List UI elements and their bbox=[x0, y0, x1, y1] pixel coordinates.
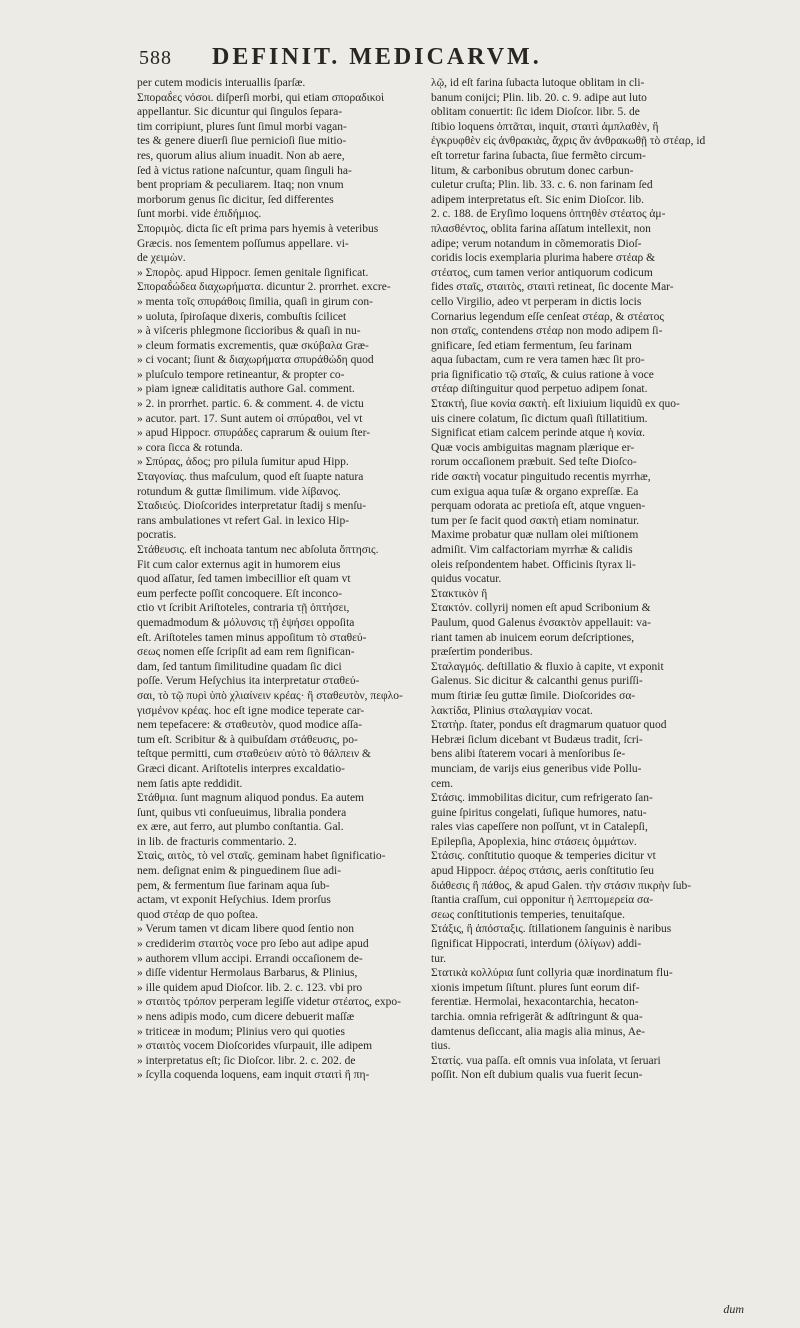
text-line: Cornarius legendum eſſe cenſeat στέαρ, & στέατος bbox=[431, 310, 664, 323]
text-line: » σταιτὸς vocem Dioſcorides vſurpauit, ille adipem bbox=[137, 1040, 373, 1053]
text-line: cem. bbox=[431, 777, 454, 790]
text-line: bens alibi ſtaterem vocari à menſoribus ſe- bbox=[431, 748, 626, 761]
catchword: dum bbox=[723, 1302, 744, 1316]
text-line: Græcis. nos ſementem poſſumus appellare. vi- bbox=[137, 237, 349, 250]
text-line: σαι, τὸ τῷ πυρὶ ὑπὸ χλιαίνειν κρέας· ἢ σταθευτὸν, πεφλο- bbox=[137, 689, 403, 702]
text-line: ſignificat Hippocrati, interdum (ὀλίγων) addi- bbox=[431, 938, 642, 951]
text-line: ſed à victus ratione naſcuntur, quam ſinguli ha- bbox=[137, 164, 352, 177]
text-line: ſunt, quibus vti conſueuimus, libralia pondera bbox=[137, 806, 347, 819]
text-line: » nens adipis modo, cum dicere debuerit maſſæ bbox=[137, 1011, 355, 1023]
text-line: ſtibio loquens ὀπτᾶται, inquit, σταιτὶ ἀμπλαθὲν, ἢ bbox=[431, 120, 659, 133]
text-line: λῷ, id eſt farina ſubacta lutoque oblitam in cli- bbox=[431, 77, 645, 89]
text-line: tur. bbox=[431, 952, 447, 965]
text-line: 2. c. 188. de Eryſimo loquens ὀπτηθὲν στέατος ἀμ- bbox=[431, 208, 666, 221]
text-line: quod στέαρ de quo poſtea. bbox=[137, 908, 258, 921]
text-line: tum eſt. Scribitur & à quibuſdam στάθευσις, po- bbox=[137, 733, 358, 746]
text-line: rales vias capeſſere non poſſunt, vt in Catalepſi, bbox=[431, 821, 648, 834]
text-line: de χειμὼν. bbox=[137, 252, 186, 265]
left-column bbox=[137, 76, 411, 1083]
text-line: tes & genere diuerſi ſiue pernicioſi ſiue mitio- bbox=[137, 135, 347, 148]
text-line: Στάσις. conſtitutio quoque & temperies dicitur vt bbox=[431, 850, 656, 863]
text-line: Fit cum calor externus agit in humorem eius bbox=[137, 558, 341, 571]
text-line: Epilepſia, Apoplexia, hinc στάσεις ὀμμάτων. bbox=[431, 835, 637, 848]
text-line: culetur cruſta; Plin. lib. 33. c. 6. non farinam ſed bbox=[431, 179, 653, 192]
text-line: » à viſceris phlegmone ſiccioribus & quaſi in nu- bbox=[137, 325, 361, 338]
text-line: ferentiæ. Hermolai, hexacontarchia, hecaton- bbox=[431, 996, 639, 1009]
text-line: » interpretatus eſt; ſic Dioſcor. libr. 2. c. 202. de bbox=[137, 1054, 356, 1067]
text-line: aqua ſubactam, cum re vera tamen hæc ſit pro- bbox=[431, 354, 645, 367]
text-line: appellantur. Sic dicuntur qui ſingulos ſepara- bbox=[137, 106, 343, 119]
text-line: » ci vocant; ſiunt & διαχωρήματα σπυράθώδη quod bbox=[137, 354, 374, 367]
text-line: » uoluta, ſpiroſaque dixeris, combuſtis ſcilicet bbox=[137, 310, 347, 323]
text-line: Σποραδ̀ες νόσοι. diſperſi morbi, qui etiam σποραδικοὶ bbox=[137, 91, 385, 104]
text-line: » pluſculo tempore retineantur, & propter co- bbox=[137, 368, 345, 381]
text-line: » cora ſicca & rotunda. bbox=[137, 441, 243, 454]
text-line: ſunt morbi. vide ἐπιδήμιος. bbox=[137, 208, 262, 221]
text-line: coridis locis exemplaria plurima habere στέαρ & bbox=[431, 252, 656, 265]
text-line: » menta τοῖς σπυράθοις ſimilia, quaſi in girum con- bbox=[137, 295, 373, 308]
text-line: Græci dicant. Ariſtotelis interpres excaldatio- bbox=[137, 762, 345, 775]
text-line: Σποριμὸς. dicta ſic eſt prima pars hyemis à veteribus bbox=[137, 222, 379, 235]
right-column bbox=[431, 76, 767, 1083]
text-line: tum per ſe facit quod σακτὴ etiam nominatur. bbox=[431, 514, 640, 527]
text-line: Στακτή, ſiue κονία σακτὴ. eſt lixiuium liquidũ ex quo- bbox=[431, 398, 680, 411]
text-line: poſſe. Verum Heſychius ita interpretatur σταθεύ- bbox=[137, 675, 360, 688]
text-line: rorum occaſionem præbuit. Sed teſte Dioſco- bbox=[431, 456, 637, 469]
text-line: Significat etiam calcem perinde atque ἡ κονία. bbox=[431, 427, 645, 440]
text-line: adipe; verum notandum in cõmemoratis Dioſ- bbox=[431, 237, 642, 250]
text-line: » crediderim σταιτὸς voce pro ſebo aut adipe apud bbox=[137, 938, 369, 951]
text-line: cello Virgilio, adeo vt perperam in dictis locis bbox=[431, 295, 642, 308]
text-line: » authorem vllum accipi. Errandi occaſionem de- bbox=[137, 952, 363, 965]
running-title: DEFINIT. MEDICARVM. bbox=[212, 44, 542, 70]
text-line: præſertim ponderibus. bbox=[431, 646, 533, 659]
text-line: ex ære, aut ferro, aut plumbo conſtantia. Gal. bbox=[137, 821, 344, 834]
text-line: tarchia. omnia refrigerãt & adſtringunt & qua- bbox=[431, 1011, 643, 1023]
text-line: ſtantia craſſum, cui opponitur ἡ λεπτομερεία σα- bbox=[431, 894, 654, 907]
text-line: λακτίδα, Plinius σταλαγμίαν vocat. bbox=[431, 704, 593, 717]
text-line: Στακτικὸν ἢ bbox=[431, 587, 488, 600]
text-line: riant tamen ab inuicem eorum deſcriptiones, bbox=[431, 631, 635, 644]
text-line: pem, & fermentum ſiue farinam aqua ſub- bbox=[137, 879, 330, 892]
text-line: eſt torretur farina ſubacta, ſiue fermẽto circum- bbox=[431, 149, 646, 162]
text-line: admiſit. Vim calfactoriam myrrhæ & calidis bbox=[431, 544, 633, 556]
text-line: » Verum tamen vt dicam libere quod ſentio non bbox=[137, 923, 354, 936]
text-line: » diſſe videntur Hermolaus Barbarus, & Plinius, bbox=[137, 967, 358, 980]
text-line: Galenus. Sic dicitur & calcanthi genus puriſſi- bbox=[431, 675, 643, 688]
text-line: oleis reſpondentem habet. Officinis ſtyrax li- bbox=[431, 558, 636, 571]
text-line: rotundum & guttæ ſimilimum. vide λίβανος. bbox=[137, 485, 341, 498]
text-line: στέαρ diſtinguitur quod perpetuo adipem ſonat. bbox=[431, 383, 648, 396]
page-number: 588 bbox=[139, 47, 172, 69]
text-line: » triticeæ in modum; Plinius vero qui quoties bbox=[137, 1025, 345, 1038]
text-line: pria ſignificatio τῷ σταῖς, & cuius ratione à voce bbox=[431, 368, 654, 381]
text-line: quemadmodum & μόλυνσις τῇ ἑψήσει oppoſita bbox=[137, 616, 355, 629]
text-line: Σποραδ̀ώδεα διαχωρήματα. dicuntur 2. prorrhet. excre- bbox=[137, 281, 391, 294]
text-line: uis cinere colatum, ſic dictum quaſi ſtillatitium. bbox=[431, 412, 648, 425]
text-line: Σταὶς, αιτὸς, τὸ vel σταῖς. geminam habet ſignificatio- bbox=[137, 850, 386, 863]
text-line: ctio vt ſcribit Ariſtoteles, contraria τῇ ὀπτήσει, bbox=[137, 602, 350, 615]
text-line: litum, & carbonibus obrutum donec carbun- bbox=[431, 164, 634, 177]
text-line: eſt. Ariſtoteles tamen minus appoſitum τὸ σταθεύ- bbox=[137, 631, 367, 644]
text-line: per cutem modicis interuallis ſparſæ. bbox=[137, 77, 306, 89]
text-line: damtenus deſiccant, alia magis alia minus, Ae- bbox=[431, 1025, 645, 1038]
text-line: adipem interpretatus eſt. Sic enim Dioſcor. lib. bbox=[431, 193, 645, 206]
text-line: σεως nomen eſſe ſcripſit ad eam rem ſignifican- bbox=[137, 646, 355, 659]
text-line: perquam odorata ac pretioſa eſt, atque vnguen- bbox=[431, 500, 646, 513]
text-line: cum exigua aqua tuſæ & organo expreſſæ. Ea bbox=[431, 485, 639, 498]
text-line: guine ſpiritus congelati, ſuſique humores, natu- bbox=[431, 806, 647, 819]
text-line: Στατίς. vua paſſa. eſt omnis vua inſolata, vt ſeruari bbox=[431, 1054, 661, 1067]
text-line: bent propriam & peculiarem. Itaq; non vnum bbox=[137, 179, 344, 192]
text-line: » Σπύρας, ἀδος; pro pilula ſumitur apud Hipp. bbox=[137, 456, 349, 469]
text-line: » apud Hippocr. σπυράδες caprarum & ouium ſter- bbox=[137, 427, 371, 440]
text-line: pocratis. bbox=[137, 529, 177, 542]
text-line: tius. bbox=[431, 1040, 451, 1053]
text-line: eum perfecte poſſit concoquere. Eſt inconco- bbox=[137, 587, 342, 600]
text-line: mum ſtiriæ ſeu guttæ ſimile. Dioſcorides σα- bbox=[431, 689, 636, 702]
text-line: rans ambulationes vt refert Gal. in lexico Hip- bbox=[137, 514, 350, 527]
text-line: banum conijci; Plin. lib. 20. c. 9. adipe aut luto bbox=[431, 91, 647, 104]
text-line: quidus vocatur. bbox=[431, 573, 502, 586]
text-line: ἐγκρυφθὲν εἰς ἀνθρακιὰς, ἄχρις ἂν ἀνθρακωθῇ τὸ στέαρ, id bbox=[431, 135, 706, 148]
text-line: gnificare, ſed etiam fermentum, ſeu farinam bbox=[431, 339, 632, 352]
text-line: Maxime probatur quæ nullam olei miſtionem bbox=[431, 529, 639, 542]
text-line: fides σταῖς, σταιτὸς, σταιτὶ retineat, ſic docente Mar- bbox=[431, 281, 674, 294]
text-line: » acutor. part. 17. Sunt autem οἱ σπύραθοι, vel vt bbox=[137, 412, 363, 425]
text-line: Σταγονίας. thus maſculum, quod eſt ſuapte natura bbox=[137, 471, 364, 484]
text-line: Στάξις, ἢ ἀπόσταξις. ſtillationem ſanguinis è naribus bbox=[431, 923, 672, 936]
text-line: nem tepefacere: & σταθευτὸν, quod modice aſſa- bbox=[137, 719, 363, 732]
text-line: » Σπορὸς. apud Hippocr. ſemen genitale ſignificat. bbox=[137, 266, 369, 279]
text-line: Στατὴρ. ſtater, pondus eſt dragmarum quatuor quod bbox=[431, 719, 667, 732]
text-line: » piam igneæ caliditatis authore Gal. comment. bbox=[137, 383, 355, 396]
text-line: Στατικὰ κολλύρια ſunt collyria quæ inordinatum flu- bbox=[431, 967, 673, 980]
text-line: apud Hippocr. ἀέρος στάσις, aeris conſtitutio ſeu bbox=[431, 865, 655, 878]
text-line: oblitam conuertit: ſic idem Dioſcor. libr. 5. de bbox=[431, 106, 640, 119]
text-line: xionis impetum ſiſtunt. plures ſunt eorum dif- bbox=[431, 981, 640, 994]
text-line: morborum genus ſic dicitur, ſed differentes bbox=[137, 193, 334, 206]
text-line: in lib. de fracturis commentario. 2. bbox=[137, 835, 297, 848]
text-line: Στακτόν. collyrij nomen eſt apud Scribonium & bbox=[431, 602, 651, 615]
text-line: Στάθμια. ſunt magnum aliquod pondus. Ea autem bbox=[137, 792, 365, 805]
text-line: teſtque permitti, cum σταθεύειν αὐτὸ τὸ θάλπειν & bbox=[137, 748, 371, 761]
text-line: nem. deſignat enim & pinguedinem ſiue adi- bbox=[137, 865, 342, 878]
text-line: διάθεσις ἢ πάθος, & apud Galen. τὴν στάσιν πικρὴν ſub- bbox=[431, 879, 692, 892]
text-line: ride σακτὴ vocatur pinguitudo recentis myrrhæ, bbox=[431, 471, 651, 484]
text-line: Paulum, quod Galenus ἐνσακτὸν appellauit: va- bbox=[431, 616, 651, 629]
text-line: Hebræi ſiclum dicebant vt Budæus tradit, ſcri- bbox=[431, 733, 643, 746]
text-line: πλασθέντος, oblita farina aſſatum intellexit, non bbox=[431, 222, 651, 235]
text-line: » σταιτὸς τρόπον perperam legiſſe videtur στέατος, expo- bbox=[137, 996, 401, 1009]
text-line: » ſcylla coquenda loquens, eam inquit σταιτὶ ἢ πη- bbox=[137, 1069, 370, 1082]
text-line: dam, ſed tantum ſimilitudine quadam ſic dici bbox=[137, 660, 342, 673]
text-line: γισμένον κρέας. hoc eſt igne modice teperate car- bbox=[137, 704, 365, 717]
text-line: actam, vt exponit Heſychius. Idem prorſus bbox=[137, 894, 331, 907]
text-line: munciam, de varijs eius generibus vide Pollu- bbox=[431, 762, 642, 775]
text-line: res, quorum alius alium inuadit. Non ab aere, bbox=[137, 149, 345, 162]
text-line: Σταδιεύς. Dioſcorides interpretatur ſtadij s menſu- bbox=[137, 500, 367, 513]
text-line: tim corripiunt, plures ſunt ſimul morbi vagan- bbox=[137, 120, 347, 133]
text-line: non σταῖς, contendens στέαρ non modo adipem ſi- bbox=[431, 325, 663, 338]
text-line: Στάθευσις. eſt inchoata tantum nec abſoluta ὄπτησις. bbox=[137, 544, 379, 556]
text-line: poſſit. Non eſt dubium qualis vua fuerit ſecun- bbox=[431, 1069, 643, 1082]
text-line: Σταλαγμός. deſtillatio & fluxio à capite, vt exponit bbox=[431, 660, 664, 673]
page-header bbox=[0, 44, 800, 74]
text-line: Στάσις. immobilitas dicitur, cum refrigerato ſan- bbox=[431, 792, 653, 805]
text-line: » ille quidem apud Dioſcor. lib. 2. c. 123. vbi pro bbox=[137, 981, 363, 994]
text-line: Quæ vocis ambiguitas magnam plærique er- bbox=[431, 441, 635, 454]
text-line: » 2. in prorrhet. partic. 6. & comment. 4. de victu bbox=[137, 398, 364, 411]
text-line: quod aſſatur, ſed tamen imbecillior eſt quam vt bbox=[137, 573, 351, 586]
text-line: nem ſatis apte reddidit. bbox=[137, 777, 243, 790]
text-line: » cleum formatis excrementis, quæ σκύβαλα Græ- bbox=[137, 339, 369, 352]
text-line: στέατος, cum tamen verior antiquorum codicum bbox=[431, 266, 653, 279]
text-line: σεως conſtitutionis temperies, tenuitaſque. bbox=[431, 908, 626, 921]
